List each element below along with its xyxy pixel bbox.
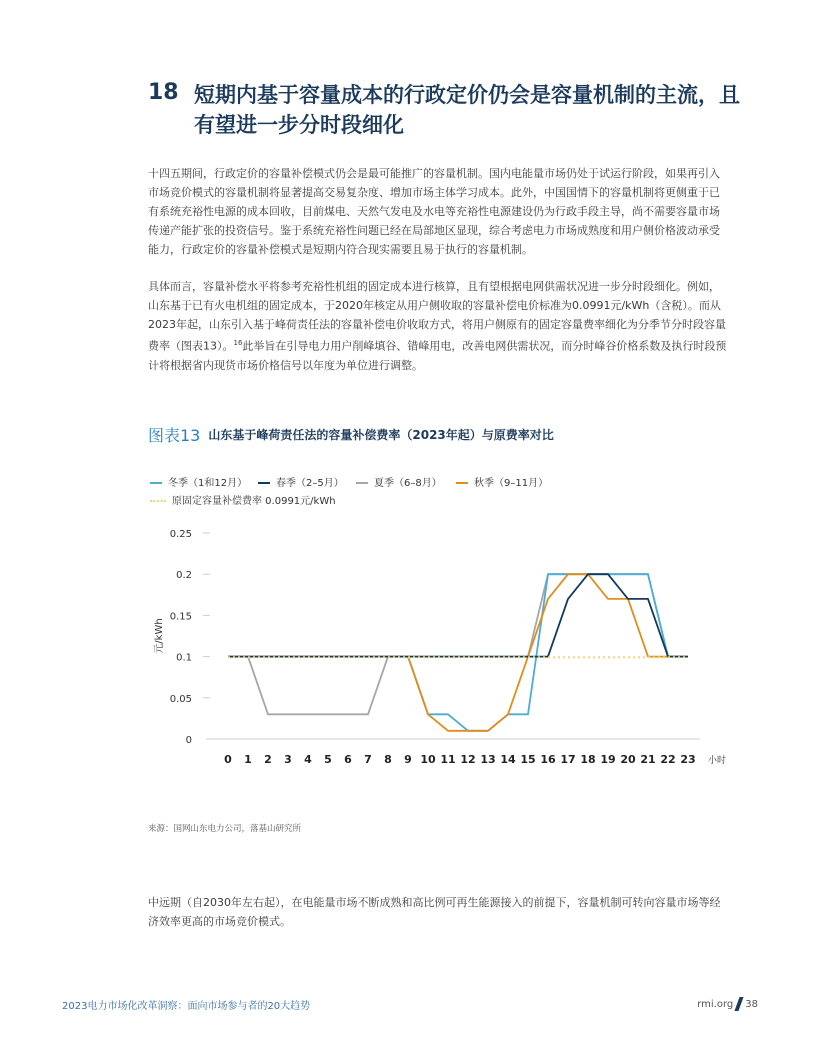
legend-label-original: 原固定容量补偿费率 0.0991元/kWh [172,496,336,507]
x-tick-label-16: 16 [540,753,556,766]
legend-swatch-winter [150,482,162,484]
capacity-rate-line-chart [140,520,740,780]
x-tick-label-17: 17 [560,753,576,766]
legend-item-summer [356,474,442,489]
legend-item-autumn [456,474,548,489]
x-tick-label-9: 9 [404,753,412,766]
series-line-0 [228,574,688,731]
chart-legend [150,474,750,510]
legend-swatch-summer [356,482,368,484]
legend-label-spring: 春季（2–5月） [276,478,344,489]
legend-swatch-autumn [456,482,468,484]
figure-caption: 山东基于峰荷责任法的容量补偿费率（2023年起）与原费率对比 [208,428,554,442]
x-tick-label-10: 10 [420,753,436,766]
series-line-1 [228,574,688,656]
legend-item-winter [150,474,247,489]
x-tick-label-5: 5 [324,753,332,766]
paragraph-1: 十四五期间，行政定价的容量补偿模式仍会是最可能推广的容量机制。国内电能量市场仍处于试运行阶段，如果再引入市场竞价模式的容量机制将显著提高交易复杂度、增加市场主体学习成本。此外，中国国情下的容量机制将更侧重于已有系统充裕性电源的成本回收，目前煤电、天然气发电及水电等充裕性电源建设仍为行政手段主导，尚不需要容量市场传递产能扩张的投资信号。鉴于系统充裕性问题已经在局部地区显现，综合考虑电力市场成熟度和用户侧价格波动承受能力，行政定价的容量补偿模式是短期内符合现实需要且易于执行的容量机制。 [148,167,720,256]
paragraph-2-text-a: 具体而言，容量补偿水平将参考充裕性机组的固定成本进行核算，且有望根据电网供需状况进一步分时段细化。例如，山东基于已有火电机组的固定成本，于2020年核定从用户侧收取的容量补偿电价标准为0.0991元/kWh（含税）。而从2023年起，山东引入基于峰荷责任法的容量补偿电价收取方式，将用户侧原有的固定容量费率细化为分季节分时段容量费率（图表13）。 [148,280,726,353]
y-tick-label-1: 0.05 [169,693,192,705]
x-tick-label-20: 20 [620,753,636,766]
y-axis [170,529,210,746]
x-tick-label-18: 18 [580,753,596,766]
footer-site-link[interactable]: rmi.org [697,999,734,1010]
x-tick-label-12: 12 [460,753,476,766]
series-line-3 [228,574,688,731]
x-tick-label-7: 7 [364,753,372,766]
y-tick-label-4: 0.2 [176,570,192,582]
y-tick-label-0: 0 [185,735,192,746]
legend-label-autumn: 秋季（9–11月） [474,478,549,489]
chart-series [228,574,688,731]
figure-label: 图表13 [148,426,201,445]
series-line-2 [228,574,688,714]
section-title: 短期内基于容量成本的行政定价仍会是容量机制的主流，且有望进一步分时段细化 [194,83,740,137]
x-tick-label-14: 14 [500,753,516,766]
paragraph-3: 中远期（自2030年左右起），在电能量市场不断成熟和高比例可再生能源接入的前提下，容量机制可转向容量市场等经济效率更高的市场竞价模式。 [148,896,721,928]
legend-row-1 [150,474,750,492]
legend-swatch-spring [258,482,270,484]
y-tick-label-5: 0.25 [169,529,192,540]
slash-icon [735,997,744,1011]
footnote-ref[interactable]: 16 [233,339,243,347]
legend-label-winter: 冬季（1和12月） [168,478,248,489]
x-tick-label-2: 2 [264,753,272,766]
x-tick-label-1: 1 [244,753,252,766]
legend-item-spring [258,474,344,489]
x-tick-label-13: 13 [480,753,496,766]
x-axis-label: 小时 [707,756,727,766]
legend-item-original [150,492,336,507]
x-tick-label-6: 6 [344,753,352,766]
x-tick-label-21: 21 [640,753,656,766]
legend-row-2 [150,492,750,510]
x-tick-label-4: 4 [304,753,312,766]
section-number: 18 [148,80,179,105]
x-tick-label-11: 11 [440,753,456,766]
x-tick-label-0: 0 [224,753,232,766]
x-axis [206,739,700,766]
figure-title [148,423,748,445]
figure-source: 来源：国网山东电力公司，落基山研究所 [148,824,302,834]
y-axis-label: 元/kWh [154,618,165,654]
footer-report-title: 2023电力市场化改革洞察：面向市场参与者的20大趋势 [62,1001,311,1012]
paragraph-2 [148,277,728,375]
y-tick-label-3: 0.15 [169,611,192,623]
legend-swatch-original [150,500,166,502]
legend-label-summer: 夏季（6–8月） [374,478,442,489]
paragraph-2-text-b: 此举旨在引导电力用户削峰填谷、错峰用电，改善电网供需状况，而分时峰谷价格系数及执行时段预计将根据省内现货市场价格信号以年度为单位进行调整。 [148,339,727,372]
x-tick-label-8: 8 [384,753,392,766]
x-tick-label-19: 19 [600,753,616,766]
x-tick-label-22: 22 [660,753,676,766]
footer-right [697,997,758,1011]
x-tick-label-3: 3 [284,753,292,766]
y-tick-label-2: 0.1 [176,652,192,664]
x-tick-label-23: 23 [680,753,696,766]
x-tick-label-15: 15 [520,753,536,766]
page-number: 38 [745,999,758,1010]
